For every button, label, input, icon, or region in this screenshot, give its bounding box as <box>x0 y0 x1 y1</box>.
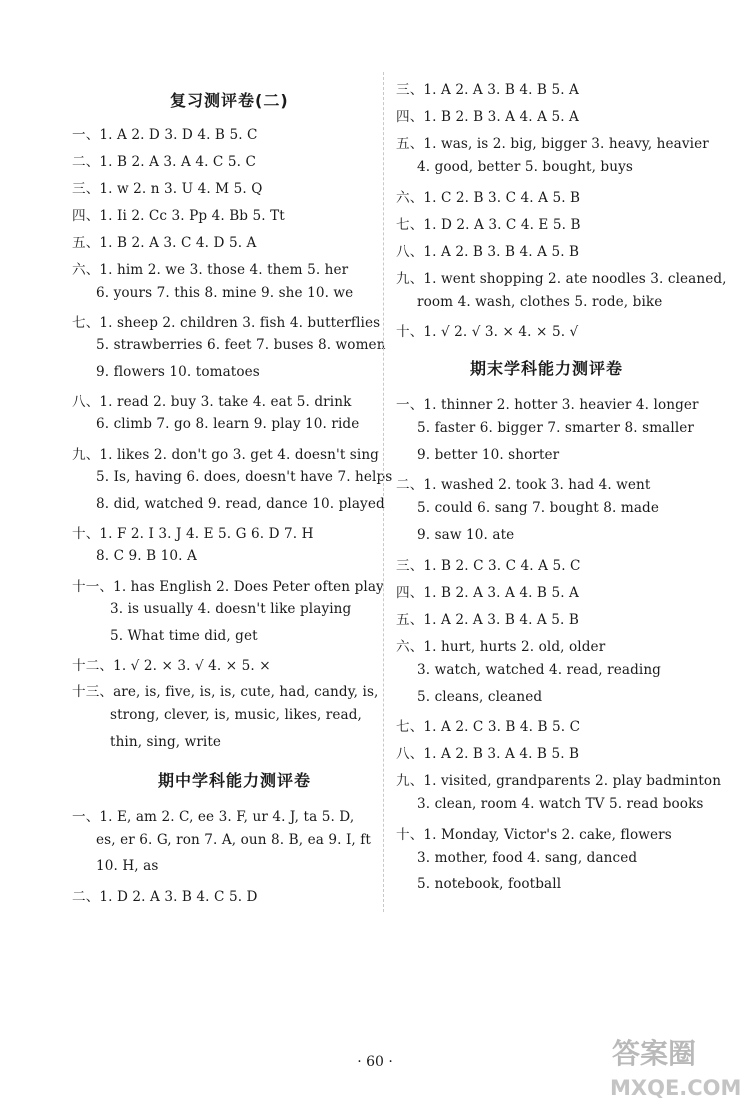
answer-line: 6. yours 7. this 8. mine 9. she 10. we <box>96 285 354 301</box>
answer-line: 9. flowers 10. tomatoes <box>96 364 260 380</box>
answer-line: room 4. wash, clothes 5. rode, bike <box>417 294 663 310</box>
answer-line: 八、1. A 2. B 3. B 4. A 5. B <box>396 244 580 260</box>
answer-line: 3. is usually 4. doesn't like playing <box>110 601 352 617</box>
answer-line: 九、1. visited, grandparents 2. play badminton <box>396 773 722 789</box>
answer-line: 十、1. √ 2. √ 3. × 4. × 5. √ <box>396 324 579 340</box>
section-heading-review-2: 复习测评卷(二) <box>170 91 289 110</box>
answer-line: 八、1. A 2. B 3. A 4. B 5. B <box>396 746 580 762</box>
answer-line: 一、1. E, am 2. C, ee 3. F, ur 4. J, ta 5. D, <box>72 809 355 825</box>
answer-line: 三、1. w 2. n 3. U 4. M 5. Q <box>72 181 263 197</box>
answer-line: 5. could 6. sang 7. bought 8. made <box>417 500 659 516</box>
answer-line: 三、1. A 2. A 3. B 4. B 5. A <box>396 82 579 98</box>
answer-line: 七、1. A 2. C 3. B 4. B 5. C <box>396 719 581 735</box>
answer-line: 5. strawberries 6. feet 7. buses 8. women <box>96 337 386 353</box>
answer-line: 8. C 9. B 10. A <box>96 548 197 564</box>
answer-line: 三、1. B 2. C 3. C 4. A 5. C <box>396 558 581 574</box>
watermark-url: MXQE.COM <box>610 1076 742 1100</box>
answer-line: 6. climb 7. go 8. learn 9. play 10. ride <box>96 416 360 432</box>
answer-line: 五、1. was, is 2. big, bigger 3. heavy, heavier <box>396 136 709 152</box>
answer-line: 六、1. him 2. we 3. those 4. them 5. her <box>72 262 349 278</box>
section-heading-final: 期末学科能力测评卷 <box>470 359 624 378</box>
answer-line: 二、1. washed 2. took 3. had 4. went <box>396 477 651 493</box>
answer-line: 十一、1. has English 2. Does Peter often play <box>72 579 384 595</box>
answer-line: 五、1. B 2. A 3. C 4. D 5. A <box>72 235 257 251</box>
answer-line: 5. What time did, get <box>110 628 258 644</box>
answer-line: 9. better 10. shorter <box>417 447 560 463</box>
answer-line: thin, sing, write <box>110 734 222 750</box>
answer-line: 4. good, better 5. bought, buys <box>417 159 633 175</box>
answer-line: 九、1. went shopping 2. ate noodles 3. cleaned, <box>396 271 727 287</box>
answer-line: 5. faster 6. bigger 7. smarter 8. smaller <box>417 420 695 436</box>
answer-line: strong, clever, is, music, likes, read, <box>110 707 362 723</box>
answer-line: 3. mother, food 4. sang, danced <box>417 850 638 866</box>
watermark-logo <box>604 1025 744 1103</box>
answer-line: 六、1. hurt, hurts 2. old, older <box>396 639 606 655</box>
answer-line: 十三、are, is, five, is, is, cute, had, candy, is, <box>72 684 379 700</box>
answer-line: 一、1. thinner 2. hotter 3. heavier 4. longer <box>396 397 699 413</box>
section-heading-midterm: 期中学科能力测评卷 <box>158 771 312 790</box>
answer-line: 七、1. D 2. A 3. C 4. E 5. B <box>396 217 581 233</box>
answer-line: 六、1. C 2. B 3. C 4. A 5. B <box>396 190 581 206</box>
answer-line: 七、1. sheep 2. children 3. fish 4. butterflies <box>72 315 381 331</box>
column-divider <box>383 72 384 912</box>
answer-line: 3. clean, room 4. watch TV 5. read books <box>417 796 704 812</box>
answer-line: 十、1. F 2. I 3. J 4. E 5. G 6. D 7. H <box>72 526 314 542</box>
answer-line: 十、1. Monday, Victor's 2. cake, flowers <box>396 827 672 843</box>
answer-line: 一、1. A 2. D 3. D 4. B 5. C <box>72 127 258 143</box>
answer-line: 10. H, as <box>96 858 159 874</box>
answer-line: 九、1. likes 2. don't go 3. get 4. doesn't sing <box>72 447 379 463</box>
answer-line: 四、1. B 2. A 3. A 4. B 5. A <box>396 585 579 601</box>
answer-line: 五、1. A 2. A 3. B 4. A 5. B <box>396 612 579 628</box>
answer-line: 十二、1. √ 2. × 3. √ 4. × 5. × <box>72 658 271 674</box>
answer-line: 9. saw 10. ate <box>417 527 515 543</box>
answer-line: 5. Is, having 6. does, doesn't have 7. helps <box>96 469 393 485</box>
watermark-mark: 答案圈 <box>612 1037 697 1070</box>
answer-line: 二、1. B 2. A 3. A 4. C 5. C <box>72 154 256 170</box>
answer-line: 3. watch, watched 4. read, reading <box>417 662 661 678</box>
answer-line: 5. cleans, cleaned <box>417 689 543 705</box>
answer-line: 四、1. B 2. B 3. A 4. A 5. A <box>396 109 579 125</box>
page-number: · 60 · <box>357 1054 393 1070</box>
answer-line: 8. did, watched 9. read, dance 10. played <box>96 496 385 512</box>
answer-line: 5. notebook, football <box>417 876 562 892</box>
answer-line: 二、1. D 2. A 3. B 4. C 5. D <box>72 889 258 905</box>
answer-line: 八、1. read 2. buy 3. take 4. eat 5. drink <box>72 394 352 410</box>
answer-line: es, er 6. G, ron 7. A, oun 8. B, ea 9. I, ft <box>96 832 371 848</box>
answer-line: 四、1. Ii 2. Cc 3. Pp 4. Bb 5. Tt <box>72 208 285 224</box>
